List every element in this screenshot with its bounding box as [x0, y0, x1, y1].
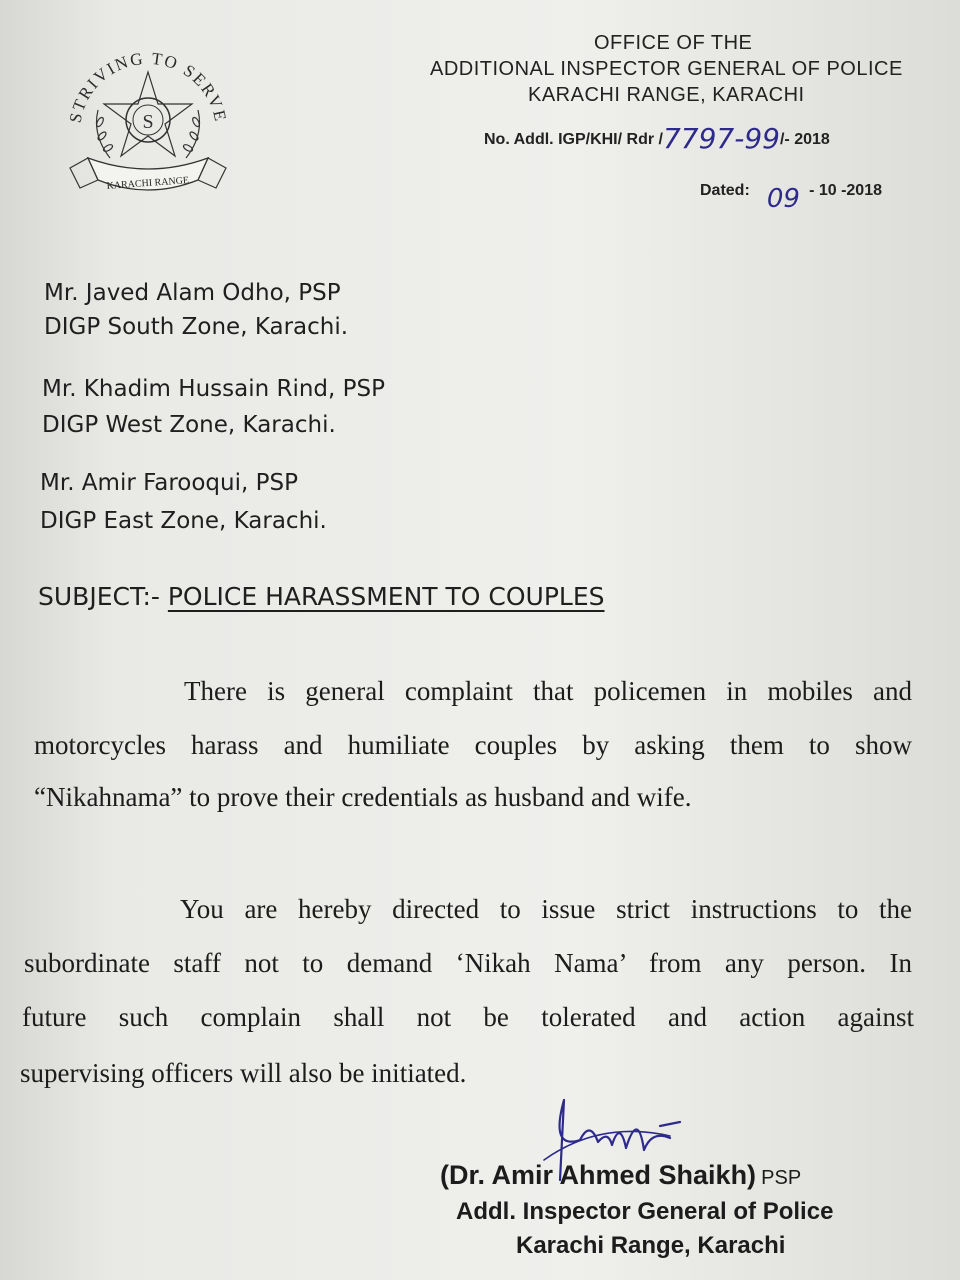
signatory-psp: PSP [761, 1167, 802, 1189]
subject-label: SUBJECT:- [38, 582, 168, 611]
paragraph-1-line-2: motorcycles harass and humiliate couples by asking them to show [34, 730, 912, 760]
addressee-3-name: Mr. Amir Farooqui, PSP [40, 470, 298, 496]
reference-handwritten: 7797-99 [662, 122, 780, 155]
signatory-name: (Dr. Amir Ahmed Shaikh) [440, 1160, 757, 1190]
reference-suffix: /- 2018 [779, 131, 830, 148]
police-seal-logo [58, 40, 238, 200]
addressee-2-name: Mr. Khadim Hussain Rind, PSP [42, 376, 385, 402]
paragraph-2-line-1: You are hereby directed to issue strict instructions to the [180, 894, 912, 924]
dated-day-handwritten: 09 [766, 184, 800, 214]
seal-motto: STRIVING TO SERVE [65, 48, 231, 125]
paragraph-2-line-4: supervising officers will also be initiated. [20, 1058, 467, 1088]
dated-rest: - 10 -2018 [809, 182, 882, 199]
reference-number [484, 118, 830, 155]
paragraph-1-line-3: “Nikahnama” to prove their credentials as husband and wife. [34, 782, 692, 812]
signatory-title: Addl. Inspector General of Police [456, 1198, 834, 1225]
subject-line [38, 582, 605, 611]
addressee-2-designation: DIGP West Zone, Karachi. [42, 412, 336, 438]
office-line-3: KARACHI RANGE, KARACHI [528, 84, 805, 106]
subject-text: POLICE HARASSMENT TO COUPLES [167, 582, 605, 611]
addressee-3-designation: DIGP East Zone, Karachi. [40, 508, 327, 534]
paragraph-1-line-1: There is general complaint that policemen in mobiles and [184, 676, 912, 706]
office-line-1: OFFICE OF THE [594, 32, 753, 54]
office-line-2: ADDITIONAL INSPECTOR GENERAL OF POLICE [430, 58, 903, 80]
addressee-1-name: Mr. Javed Alam Odho, PSP [44, 280, 341, 306]
reference-prefix: No. Addl. IGP/KHI/ Rdr / [484, 131, 663, 148]
seal-range-text: KARACHI RANGE [106, 175, 190, 192]
paragraph-2-line-3: future such complain shall not be tolerated and action against [22, 1002, 914, 1032]
svg-text:S: S [142, 111, 154, 133]
addressee-1-designation: DIGP South Zone, Karachi. [44, 314, 349, 340]
date-line [700, 172, 882, 214]
signatory-name-line [440, 1160, 801, 1191]
dated-label: Dated: [700, 182, 750, 199]
paragraph-2-line-2: subordinate staff not to demand ‘Nikah Nama’ from any person. In [24, 948, 912, 978]
signatory-place: Karachi Range, Karachi [516, 1232, 786, 1259]
